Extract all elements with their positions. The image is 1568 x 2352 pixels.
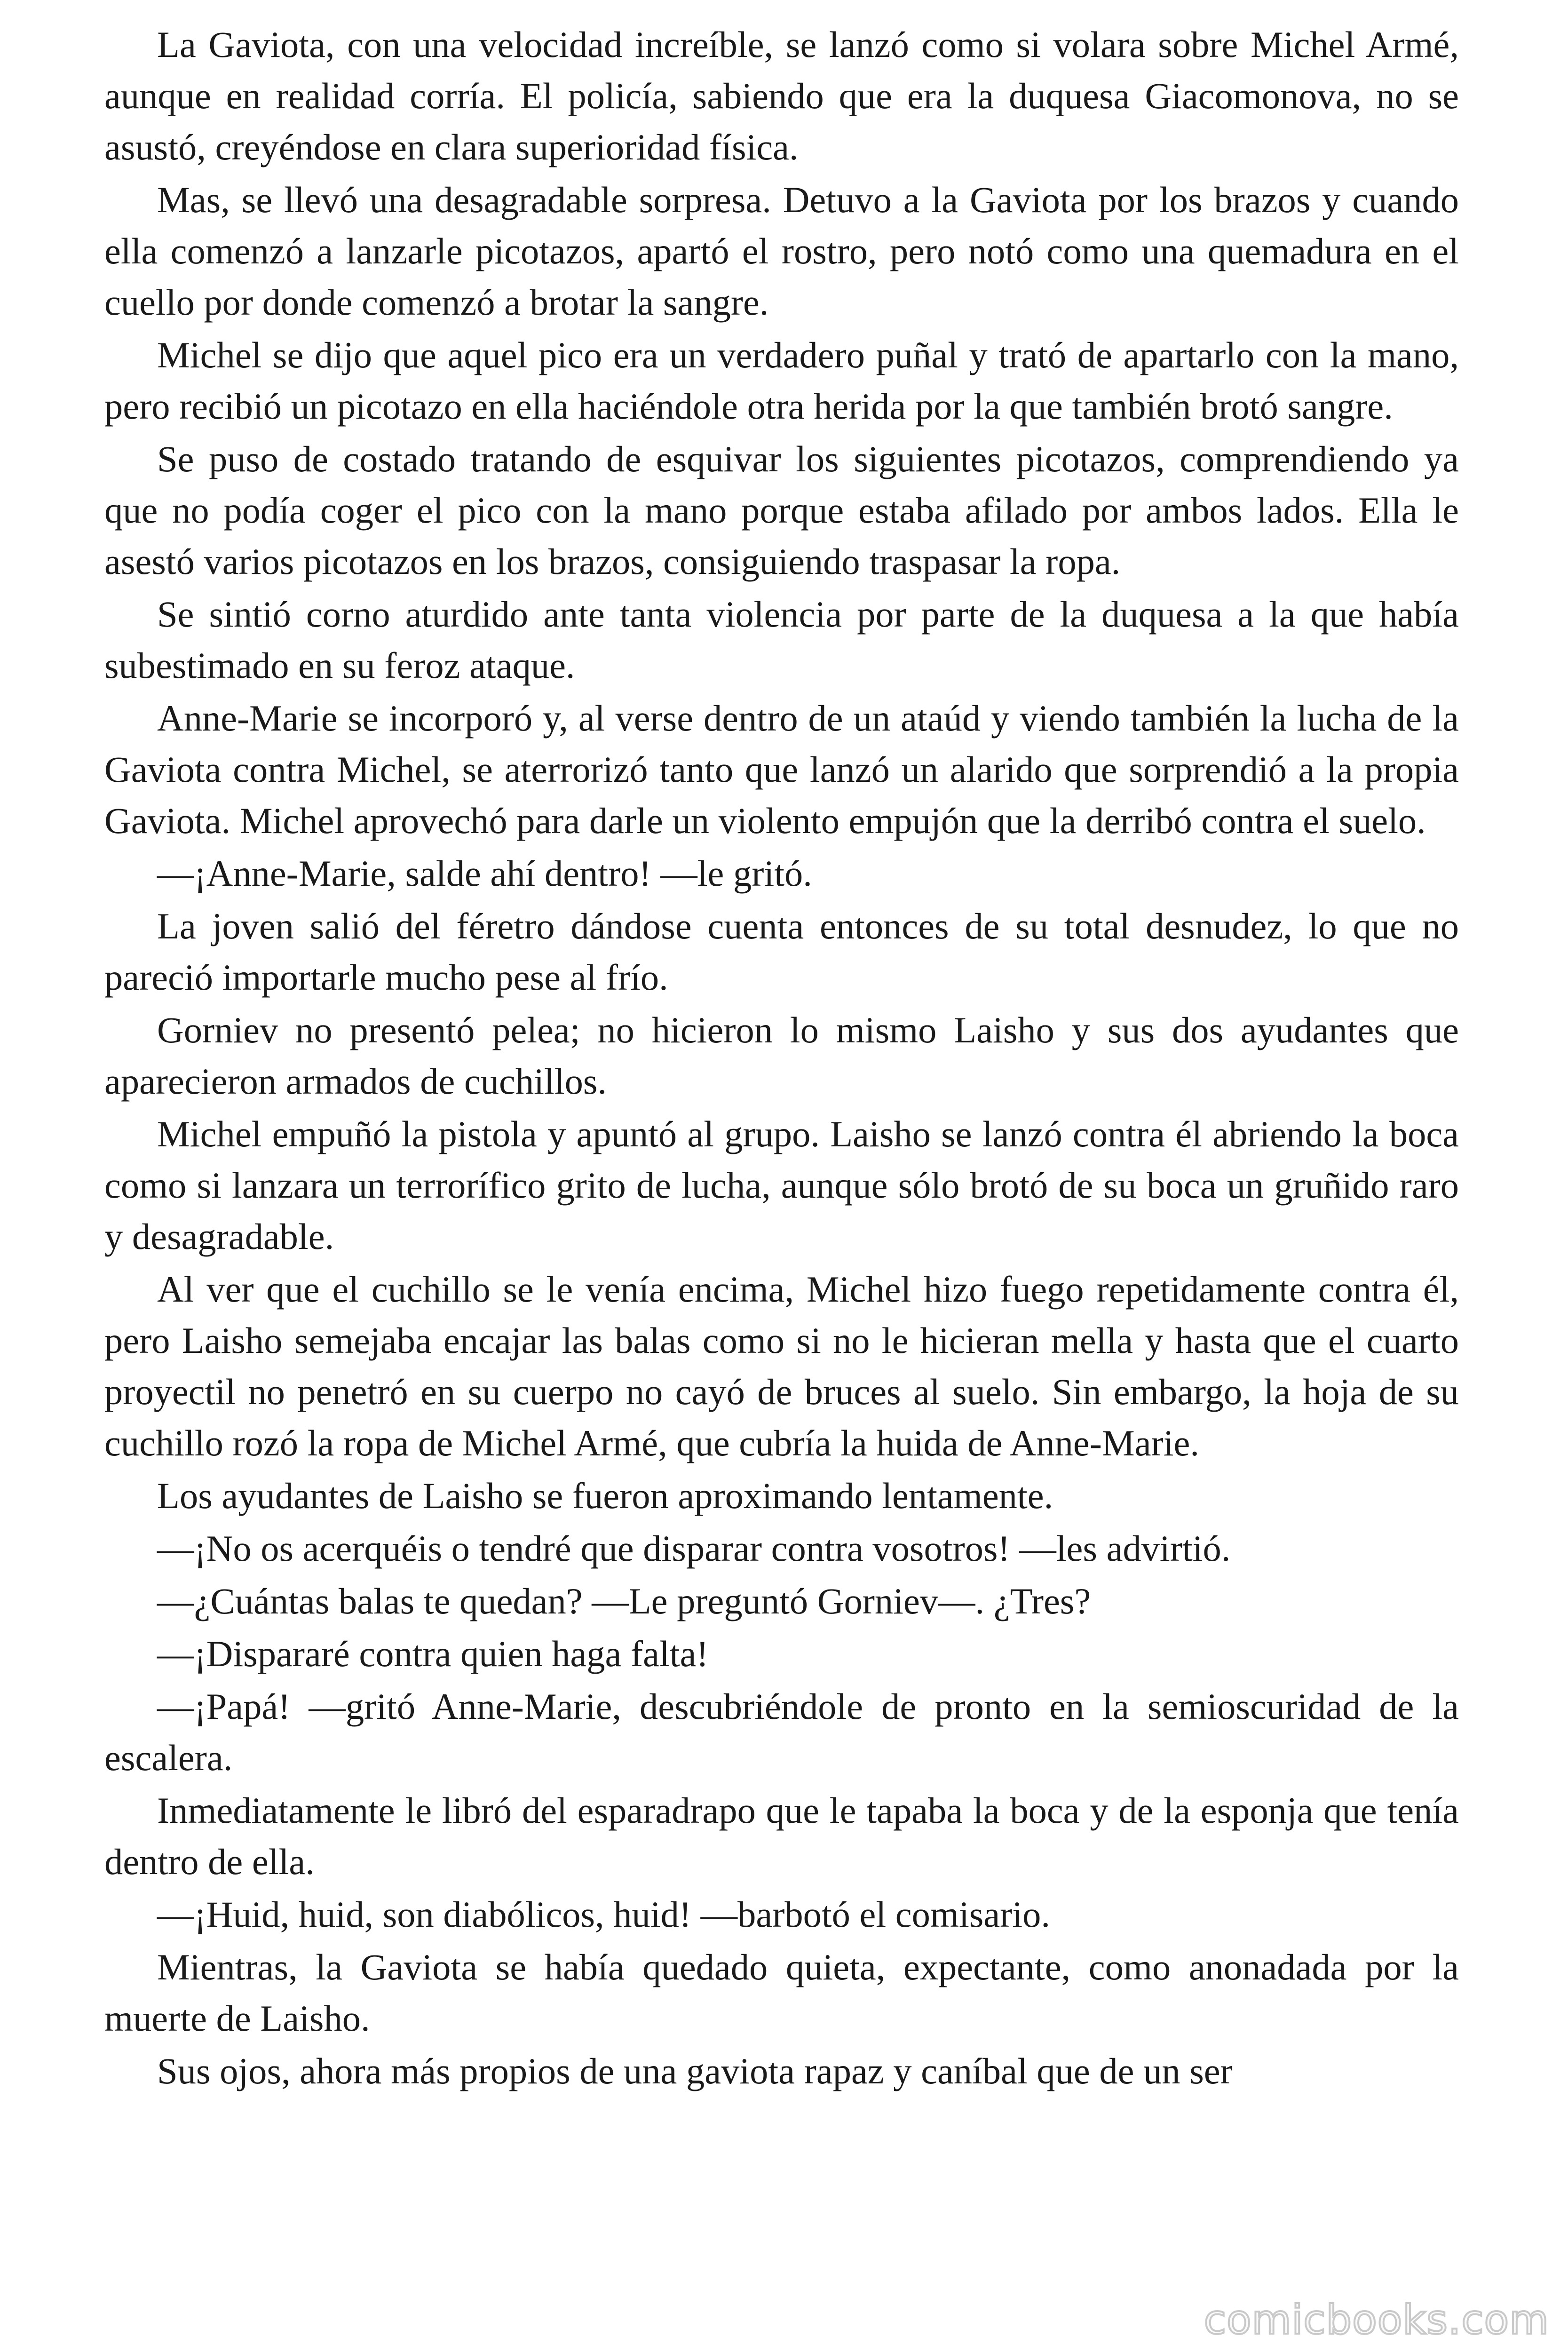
watermark: comicbooks.com	[1204, 2296, 1549, 2344]
paragraph: Se sintió corno aturdido ante tanta violencia por parte de la duquesa a la que había subestimado en su feroz ataque.	[104, 594, 1459, 686]
book-page	[104, 19, 1459, 2097]
paragraph: Inmediatamente le libró del esparadrapo que le tapaba la boca y de la esponja que tenía dentro de ella.	[104, 1790, 1459, 1882]
paragraph: —¡Papá! —gritó Anne-Marie, descubriéndole de pronto en la semioscuridad de la escalera.	[104, 1686, 1459, 1778]
paragraph: —¡Anne-Marie, salde ahí dentro! —le gritó.	[157, 853, 812, 894]
paragraph: Se puso de costado tratando de esquivar los siguientes picotazos, comprendiendo ya que no podía coger el pico con la mano porque estaba afilado por ambos lados. Ella le asestó varios picotazos en los brazos, consiguiendo traspasar la ropa.	[104, 438, 1459, 582]
paragraph: Mientras, la Gaviota se había quedado quieta, expectante, como anonadada por la muerte de Laisho.	[104, 1947, 1459, 2039]
paragraph: —¡Dispararé contra quien haga falta!	[157, 1633, 709, 1674]
paragraph: Sus ojos, ahora más propios de una gaviota rapaz y caníbal que de un ser	[157, 2050, 1233, 2091]
paragraph: La Gaviota, con una velocidad increíble, se lanzó como si volara sobre Michel Armé, aunque en realidad corría. El policía, sabiendo que era la duquesa Giacomonova, no se asustó, creyéndose en clara superioridad física.	[104, 24, 1459, 167]
paragraph: Los ayudantes de Laisho se fueron aproximando lentamente.	[157, 1475, 1053, 1516]
paragraph: La joven salió del féretro dándose cuenta entonces de su total desnudez, lo que no pareció importarle mucho pese al frío.	[104, 906, 1459, 998]
paragraph: Al ver que el cuchillo se le venía encima, Michel hizo fuego repetidamente contra él, pero Laisho semejaba encajar las balas como si no le hicieran mella y hasta que el cuarto proyectil no penetró en su cuerpo no cayó de bruces al suelo. Sin embargo, la hoja de su cuchillo rozó la ropa de Michel Armé, que cubría la huida de Anne-Marie.	[104, 1269, 1459, 1463]
paragraph: —¿Cuántas balas te quedan? —Le preguntó Gorniev—. ¿Tres?	[157, 1581, 1091, 1621]
paragraph: —¡Huid, huid, son diabólicos, huid! —barbotó el comisario.	[157, 1894, 1050, 1935]
paragraph: Anne-Marie se incorporó y, al verse dentro de un ataúd y viendo también la lucha de la Gaviota contra Michel, se aterrorizó tanto que lanzó un alarido que sorprendió a la propia Gaviota. Michel aprovechó para darle un violento empujón que la derribó contra el suelo.	[104, 698, 1459, 841]
paragraph: Michel empuñó la pistola y apuntó al grupo. Laisho se lanzó contra él abriendo la boca como si lanzara un terrorífico grito de lucha, aunque sólo brotó de su boca un gruñido raro y desagradable.	[104, 1113, 1459, 1257]
paragraph: Mas, se llevó una desagradable sorpresa. Detuvo a la Gaviota por los brazos y cuando ella comenzó a lanzarle picotazos, apartó el rostro, pero notó como una quemadura en el cuello por donde comenzó a brotar la sangre.	[104, 179, 1459, 323]
paragraph: Gorniev no presentó pelea; no hicieron lo mismo Laisho y sus dos ayudantes que aparecieron armados de cuchillos.	[104, 1009, 1459, 1102]
paragraph: —¡No os acerquéis o tendré que disparar contra vosotros! —les advirtió.	[157, 1528, 1231, 1569]
paragraph: Michel se dijo que aquel pico era un verdadero puñal y trató de apartarlo con la mano, pero recibió un picotazo en ella haciéndole otra herida por la que también brotó sangre.	[104, 334, 1459, 427]
